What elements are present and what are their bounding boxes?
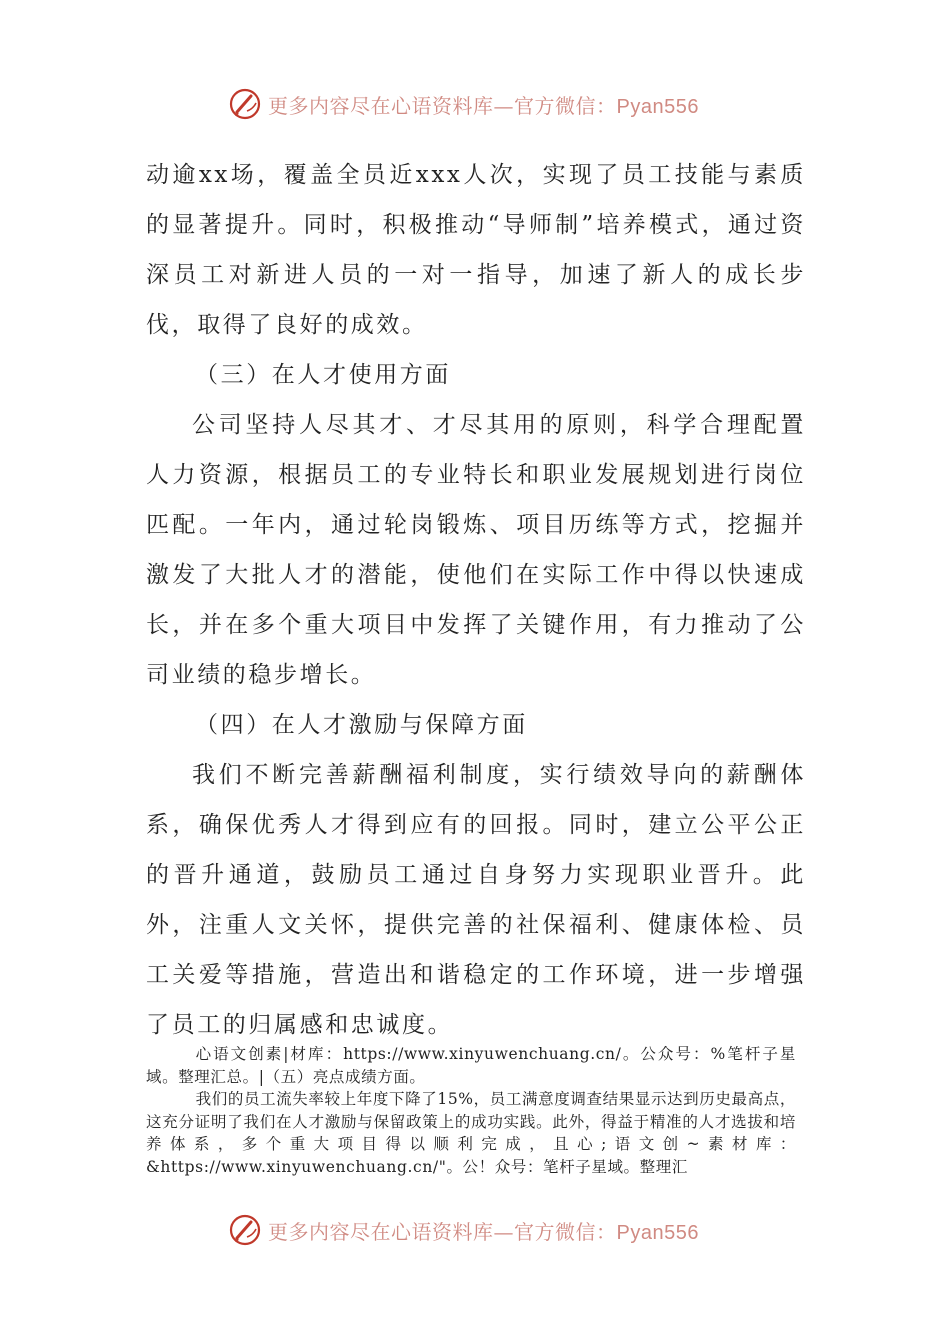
small-print-section bbox=[146, 1043, 796, 1178]
paragraph: 动逾xx场，覆盖全员近xxx人次，实现了员工技能与素质的显著提升。同时，积极推动“导师制”培养模式，通过资深员工对新进人员的一对一指导，加速了新人的成长步伐，取得了良好的成效。 bbox=[146, 162, 806, 338]
banner-text: 更多内容尽在心语资料库—官方微信：Pyan556 bbox=[268, 1219, 699, 1244]
header-banner bbox=[228, 84, 699, 124]
small-paragraph: 心语文创素|材库：https://www.xinyuwenchuang.cn/。公众号：%笔杆子星域。整理汇总。|（五）亮点成绩方面。 bbox=[146, 1045, 796, 1086]
footer-banner bbox=[228, 1210, 699, 1250]
paragraph: 我们不断完善薪酬福利制度，实行绩效导向的薪酬体系，确保优秀人才得到应有的回报。同时，建立公平公正的晋升通道，鼓励员工通过自身努力实现职业晋升。此外，注重人文关怀，提供完善的社保福利、健康体检、员工关爱等措施，营造出和谐稳定的工作环境，进一步增强了员工的归属感和忠诚度。 bbox=[146, 762, 806, 1038]
document-body bbox=[146, 150, 806, 1050]
banner-text: 更多内容尽在心语资料库—官方微信：Pyan556 bbox=[268, 93, 699, 118]
small-paragraph: 我们的员工流失率较上年度下降了15%，员工满意度调查结果显示达到历史最高点，这充分证明了我们在人才激励与保留政策上的成功实践。此外，得益于精准的人才选拔和培养体系，多个重大项目得以顺利完成，且心;语文创~素材库：&https://www.xinyuwenchuang.cn/"。公！众号：笔杆子星域。整理汇 bbox=[146, 1090, 796, 1176]
section-heading: （四）在人才激励与保障方面 bbox=[195, 712, 528, 738]
wechat-id: Pyan556 bbox=[616, 95, 699, 118]
pen-logo-icon bbox=[228, 1213, 262, 1247]
paragraph: 公司坚持人尽其才、才尽其用的原则，科学合理配置人力资源，根据员工的专业特长和职业发展规划进行岗位匹配。一年内，通过轮岗锻炼、项目历练等方式，挖掘并激发了大批人才的潜能，使他们在实际工作中得以快速成长，并在多个重大项目中发挥了关键作用，有力推动了公司业绩的稳步增长。 bbox=[146, 412, 806, 688]
wechat-id: Pyan556 bbox=[616, 1221, 699, 1244]
pen-logo-icon bbox=[228, 87, 262, 121]
section-heading: （三）在人才使用方面 bbox=[195, 362, 451, 388]
